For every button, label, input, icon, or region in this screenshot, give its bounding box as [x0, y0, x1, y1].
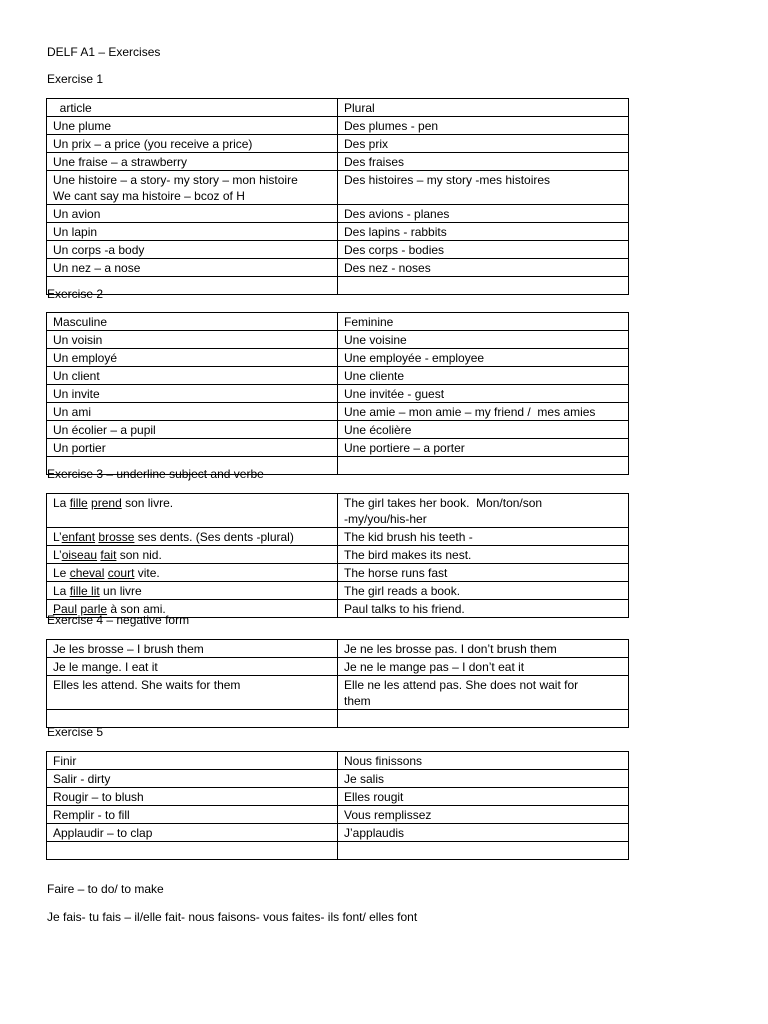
cell-text: Je ne le mange pas – I don’t eat it — [344, 660, 525, 674]
cell-right — [338, 582, 629, 600]
text-segment: ses dents. (Ses dents -plural) — [134, 530, 294, 544]
cell-text: Des corps - bodies — [344, 243, 445, 257]
cell-text: Un corps -a body — [53, 243, 145, 257]
cell-left — [47, 223, 338, 241]
underlined-word: brosse — [98, 530, 135, 544]
table-row — [47, 710, 629, 728]
cell-text: Remplir - to fill — [53, 808, 130, 822]
table-row — [47, 494, 629, 528]
underlined-word: cheval — [69, 566, 105, 580]
cell-text: Des prix — [344, 137, 389, 151]
cell-text: Elles les attend. She waits for them — [53, 678, 241, 692]
cell-left — [47, 752, 338, 770]
cell-text: Je les brosse – I brush them — [53, 642, 204, 656]
text-segment: à son ami. — [107, 602, 166, 616]
table-row — [47, 117, 629, 135]
cell-text: The girl takes her book. Mon/ton/son — [344, 496, 543, 510]
table-row — [47, 752, 629, 770]
underlined-word: court — [107, 566, 135, 580]
cell-text: Des avions - planes — [344, 207, 450, 221]
cell-text: Vous remplissez — [344, 808, 432, 822]
cell-right — [338, 421, 629, 439]
cell-text: Elle ne les attend pas. She does not wait for — [344, 678, 579, 692]
cell-text: Finir — [53, 754, 77, 768]
cell-left — [47, 349, 338, 367]
cell-text: -my/you/his-her — [344, 512, 427, 526]
underlined-word: fait — [100, 548, 117, 562]
table-row — [47, 421, 629, 439]
table-row — [47, 564, 629, 582]
cell-right — [338, 205, 629, 223]
table-row — [47, 205, 629, 223]
cell-text: Rougir – to blush — [53, 790, 144, 804]
cell-left — [47, 313, 338, 331]
underlined-word: fille — [69, 496, 88, 510]
cell-left — [47, 331, 338, 349]
cell-left — [47, 806, 338, 824]
cell-left — [47, 582, 338, 600]
cell-right — [338, 439, 629, 457]
table-row — [47, 824, 629, 842]
cell-right — [338, 241, 629, 259]
cell-text: article — [53, 101, 92, 115]
cell-right — [338, 277, 629, 295]
cell-text: Une plume — [53, 119, 112, 133]
cell-text: Masculine — [53, 315, 108, 329]
text-segment: La — [53, 496, 70, 510]
cell-left — [47, 205, 338, 223]
cell-right — [338, 313, 629, 331]
cell-right — [338, 788, 629, 806]
table-row — [47, 640, 629, 658]
cell-text: Des histoires – my story -mes histoires — [344, 173, 551, 187]
cell-right — [338, 99, 629, 117]
cell-text: Elles rougit — [344, 790, 404, 804]
cell-right — [338, 528, 629, 546]
cell-right — [338, 135, 629, 153]
cell-left — [47, 640, 338, 658]
cell-right — [338, 403, 629, 421]
cell-text: The horse runs fast — [344, 566, 448, 580]
cell-text: Plural — [344, 101, 375, 115]
text-segment: un livre — [99, 584, 142, 598]
cell-right — [338, 385, 629, 403]
cell-text: Une histoire – a story- my story – mon histoire — [53, 173, 298, 187]
cell-text: The kid brush his teeth - — [344, 530, 473, 544]
exercise-2-heading: Exercise 2 — [47, 287, 104, 301]
document-title: DELF A1 – Exercises — [47, 45, 161, 59]
table-row — [47, 528, 629, 546]
cell-text: Une portiere – a porter — [344, 441, 465, 455]
cell-right — [338, 171, 629, 205]
cell-text: Une voisine — [344, 333, 407, 347]
table-row — [47, 259, 629, 277]
underlined-word: oiseau — [61, 548, 98, 562]
text-segment: L’ — [53, 548, 62, 562]
cell-left — [47, 99, 338, 117]
table-row — [47, 223, 629, 241]
exercise-4-table — [46, 639, 629, 728]
cell-right — [338, 640, 629, 658]
exercise-2-table — [46, 312, 629, 475]
cell-text: We cant say ma histoire – bcoz of H — [53, 189, 245, 203]
cell-text: them — [344, 694, 371, 708]
cell-left — [47, 367, 338, 385]
underlined-word: Paul — [53, 602, 78, 616]
cell-text: Salir - dirty — [53, 772, 111, 786]
table-row — [47, 676, 629, 710]
cell-right — [338, 600, 629, 618]
cell-right — [338, 153, 629, 171]
text-segment: L’ — [53, 530, 62, 544]
cell-left — [47, 528, 338, 546]
cell-left — [47, 259, 338, 277]
cell-text: Nous finissons — [344, 754, 423, 768]
cell-left — [47, 676, 338, 710]
table-row — [47, 241, 629, 259]
cell-text: Des plumes - pen — [344, 119, 439, 133]
exercise-3-heading: Exercise 3 – underline subject and verbe — [47, 467, 264, 481]
cell-right — [338, 770, 629, 788]
cell-right — [338, 117, 629, 135]
table-row — [47, 439, 629, 457]
cell-left — [47, 788, 338, 806]
cell-right — [338, 658, 629, 676]
cell-text: Je le mange. I eat it — [53, 660, 158, 674]
faire-heading: Faire – to do/ to make — [47, 882, 164, 896]
table-row — [47, 582, 629, 600]
cell-right — [338, 494, 629, 528]
cell-left — [47, 439, 338, 457]
cell-left — [47, 241, 338, 259]
table-row — [47, 788, 629, 806]
cell-left — [47, 824, 338, 842]
exercise-5-heading: Exercise 5 — [47, 725, 104, 739]
cell-right — [338, 564, 629, 582]
cell-text: Une écolière — [344, 423, 412, 437]
cell-left — [47, 658, 338, 676]
cell-right — [338, 752, 629, 770]
cell-text: Des nez - noses — [344, 261, 431, 275]
table-row — [47, 153, 629, 171]
cell-right — [338, 259, 629, 277]
cell-text: J’applaudis — [344, 826, 405, 840]
faire-conjugation: Je fais- tu fais – il/elle fait- nous faisons- vous faites- ils font/ elles font — [47, 910, 418, 924]
cell-left — [47, 770, 338, 788]
cell-text: Un prix – a price (you receive a price) — [53, 137, 253, 151]
cell-text: Feminine — [344, 315, 394, 329]
cell-text: The bird makes its nest. — [344, 548, 472, 562]
table-row — [47, 658, 629, 676]
exercise-5-table — [46, 751, 629, 860]
cell-text: Je ne les brosse pas. I don’t brush them — [344, 642, 557, 656]
cell-right — [338, 331, 629, 349]
table-row — [47, 546, 629, 564]
underlined-word: fille lit — [69, 584, 100, 598]
cell-text: Un voisin — [53, 333, 103, 347]
table-row — [47, 135, 629, 153]
cell-text: Une amie – mon amie – my friend / mes amies — [344, 405, 596, 419]
exercise-1-table — [46, 98, 629, 295]
cell-text: Un lapin — [53, 225, 98, 239]
cell-text: Une employée - employee — [344, 351, 485, 365]
table-row — [47, 171, 629, 205]
cell-text: Un invite — [53, 387, 100, 401]
cell-text: Une invitée - guest — [344, 387, 445, 401]
cell-right — [338, 842, 629, 860]
cell-right — [338, 546, 629, 564]
cell-text: Un nez – a nose — [53, 261, 141, 275]
cell-text: Un portier — [53, 441, 106, 455]
underlined-word: prend — [91, 496, 122, 510]
cell-left — [47, 135, 338, 153]
cell-text: Des lapins - rabbits — [344, 225, 447, 239]
cell-text: The girl reads a book. — [344, 584, 461, 598]
text-segment: Le — [53, 566, 70, 580]
table-row — [47, 806, 629, 824]
table-row — [47, 842, 629, 860]
table-row — [47, 349, 629, 367]
cell-right — [338, 676, 629, 710]
cell-text: Des fraises — [344, 155, 405, 169]
table-row — [47, 385, 629, 403]
cell-right — [338, 710, 629, 728]
exercise-4-heading: Exercise 4 – negative form — [47, 613, 190, 627]
cell-right — [338, 457, 629, 475]
underlined-word: enfant — [61, 530, 96, 544]
cell-right — [338, 223, 629, 241]
exercise-1-heading: Exercise 1 — [47, 72, 104, 86]
cell-left — [47, 385, 338, 403]
cell-left — [47, 421, 338, 439]
table-row — [47, 331, 629, 349]
cell-right — [338, 806, 629, 824]
cell-left — [47, 171, 338, 205]
table-row — [47, 277, 629, 295]
table-row — [47, 770, 629, 788]
cell-left — [47, 117, 338, 135]
cell-right — [338, 824, 629, 842]
cell-left — [47, 494, 338, 528]
cell-text: Une fraise – a strawberry — [53, 155, 188, 169]
table-row — [47, 403, 629, 421]
cell-text: Applaudir – to clap — [53, 826, 153, 840]
cell-text: Une cliente — [344, 369, 405, 383]
cell-text: Un écolier – a pupil — [53, 423, 156, 437]
cell-text: Un client — [53, 369, 100, 383]
text-segment: son livre. — [121, 496, 174, 510]
cell-text: Paul talks to his friend. — [344, 602, 465, 616]
cell-text: Un ami — [53, 405, 92, 419]
text-segment: vite. — [134, 566, 160, 580]
text-segment: La — [53, 584, 70, 598]
cell-left — [47, 153, 338, 171]
cell-left — [47, 842, 338, 860]
text-segment: son nid. — [116, 548, 162, 562]
cell-left — [47, 546, 338, 564]
underlined-word: parle — [80, 602, 108, 616]
cell-right — [338, 367, 629, 385]
table-row — [47, 313, 629, 331]
cell-text: Un employé — [53, 351, 118, 365]
cell-left — [47, 564, 338, 582]
table-row — [47, 367, 629, 385]
cell-text: Un avion — [53, 207, 101, 221]
cell-text: Je salis — [344, 772, 385, 786]
exercise-3-table — [46, 493, 629, 618]
cell-right — [338, 349, 629, 367]
cell-left — [47, 403, 338, 421]
table-row — [47, 99, 629, 117]
